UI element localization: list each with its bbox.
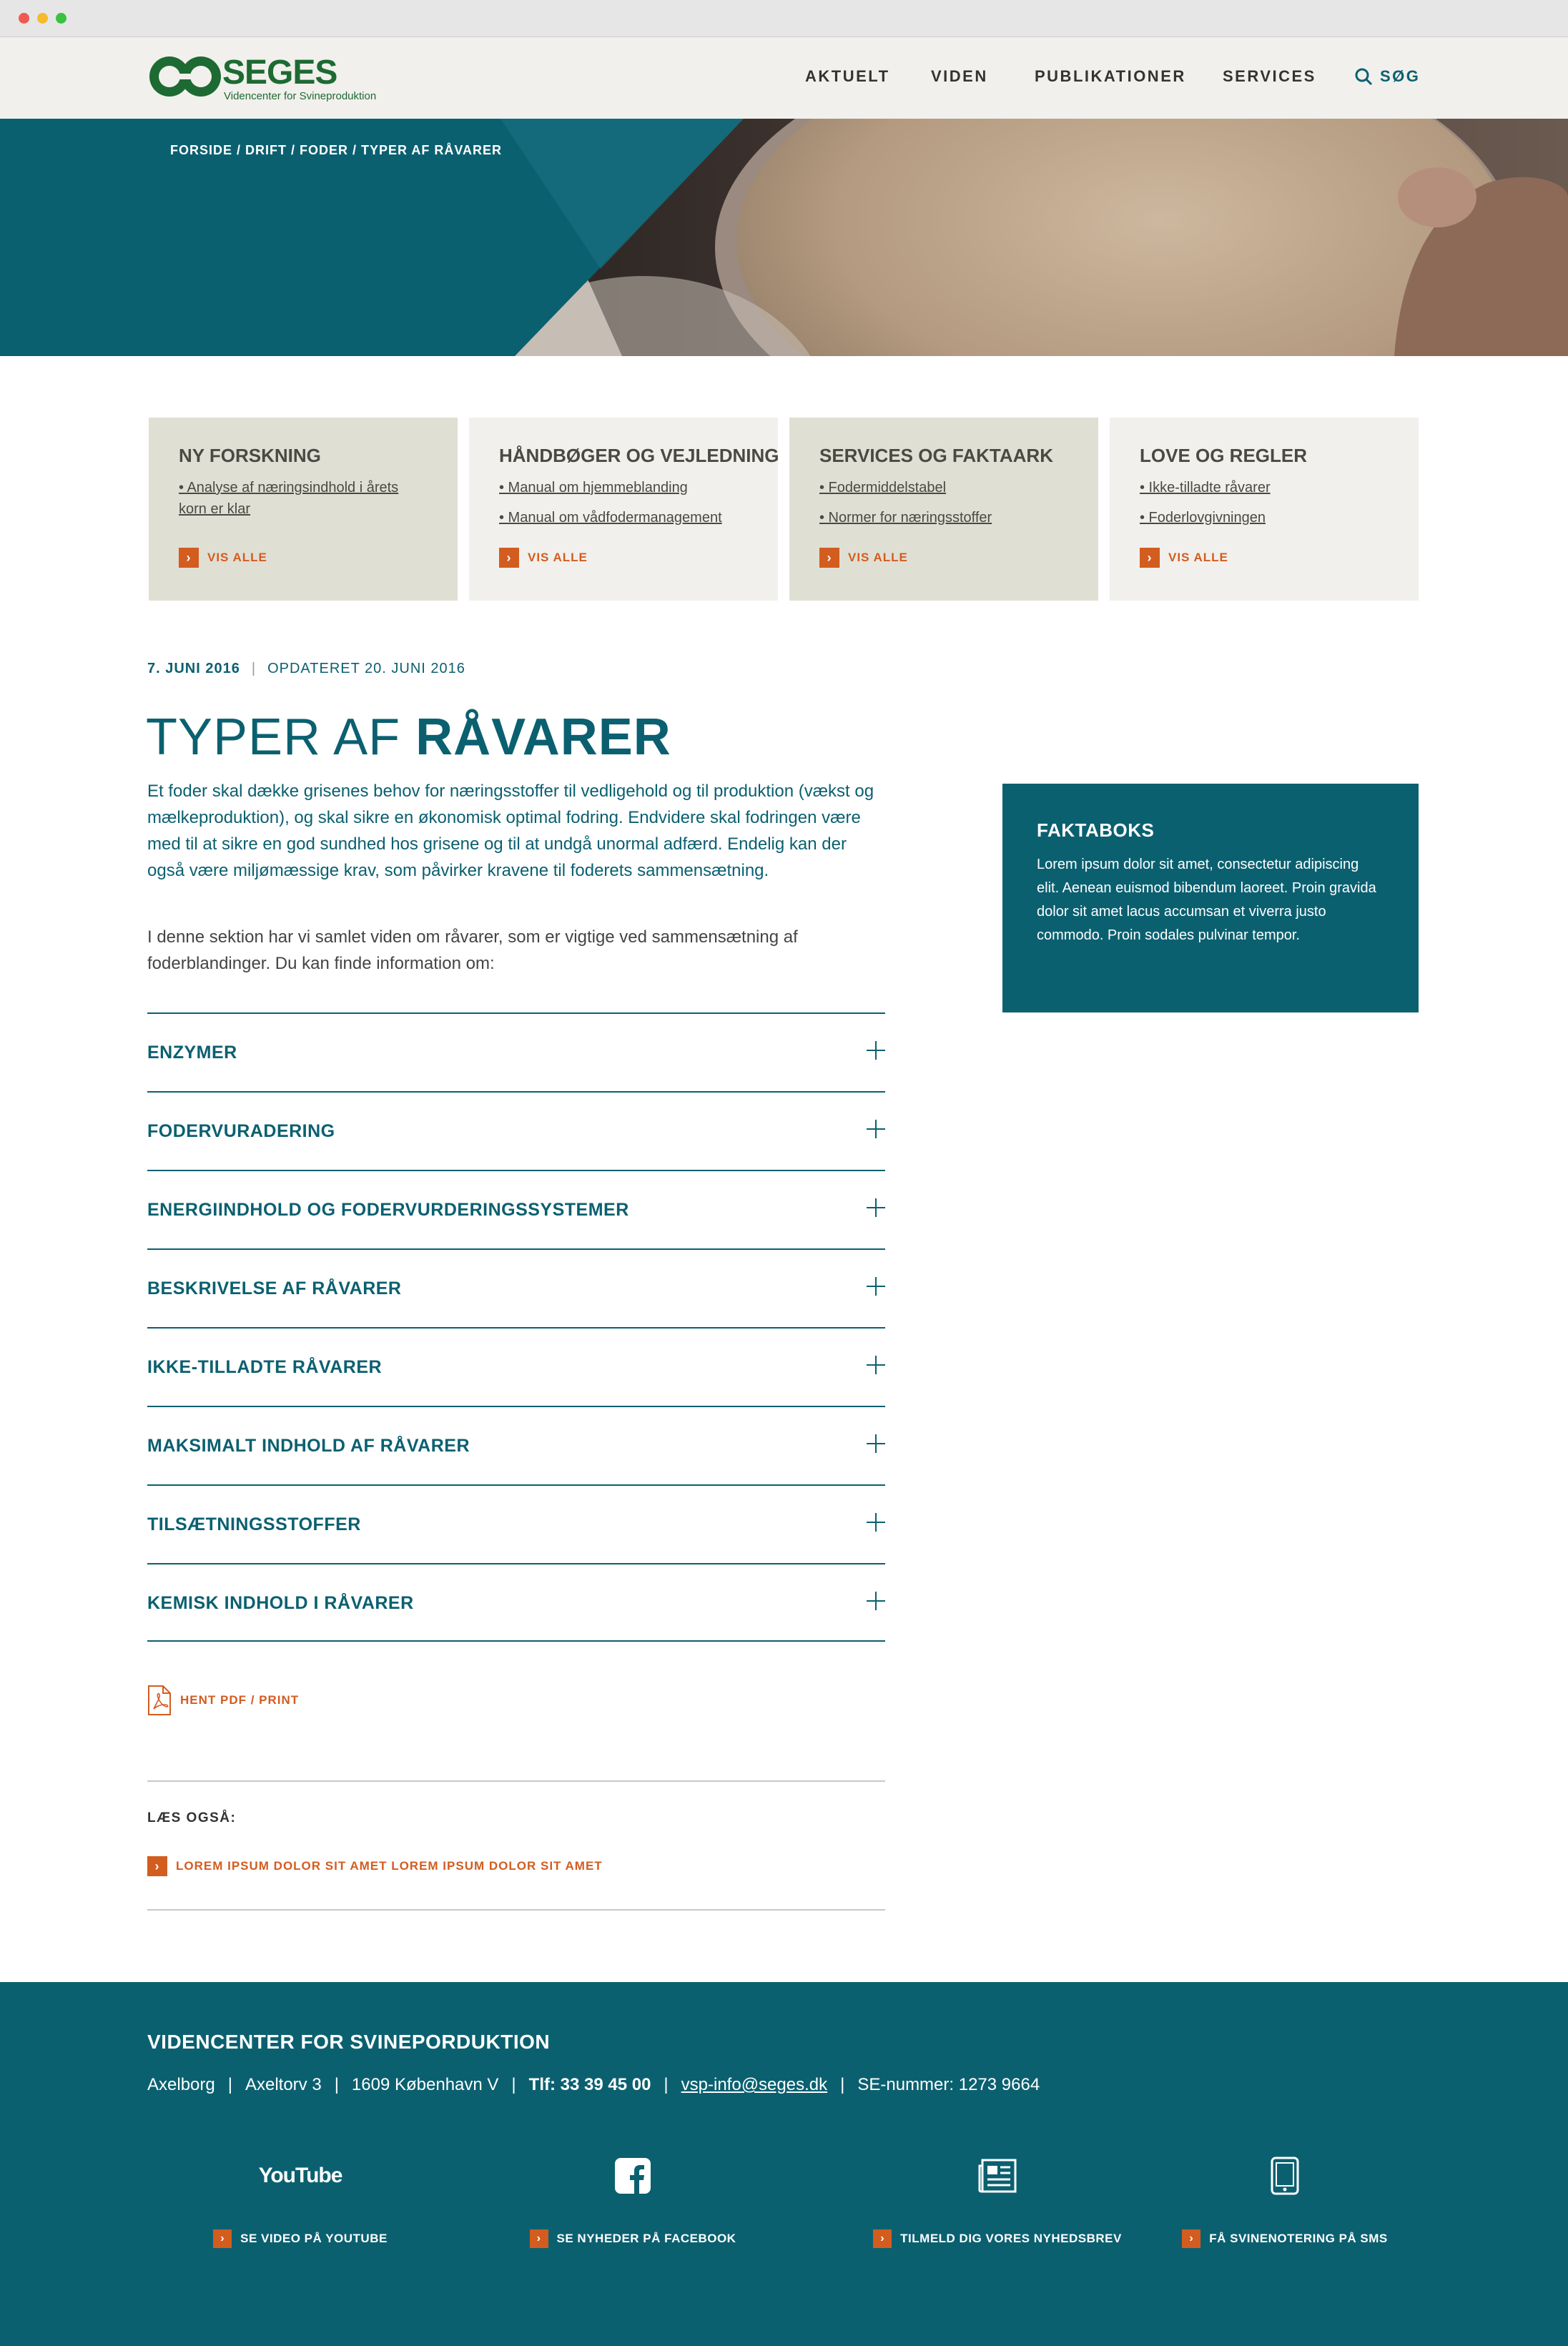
category-link[interactable]: • Foderlovgivningen [1140,510,1266,526]
category-ny-forskning [149,418,458,601]
newsletter-link[interactable]: › TILMELD DIG VORES NYHEDSBREV [873,2229,1122,2248]
nav-aktuelt[interactable]: AKTUELT [805,67,890,85]
publish-date: 7. JUNI 2016 [147,661,240,676]
facebook-icon[interactable] [475,2151,790,2201]
seges-logo[interactable] [148,53,377,103]
plus-icon [867,1277,885,1296]
pdf-print-link[interactable]: HENT PDF / PRINT [147,1685,299,1716]
maximize-window-icon[interactable] [56,13,66,24]
vis-alle-button[interactable]: › VIS ALLE [1140,548,1228,568]
accordion-item-ikke-tilladte[interactable]: IKKE-TILLADTE RÅVARER [147,1327,885,1406]
chevron-right-icon: › [873,2229,892,2248]
category-title: LOVE OG REGLER [1140,445,1308,466]
footer-phone: Tlf: 33 39 45 00 [528,2075,651,2094]
category-link[interactable]: • Analyse af næringsindhold i årets korn er klar [179,480,399,517]
footer-facebook [475,2151,790,2248]
category-link[interactable]: • Manual om vådfodermanagement [499,510,722,526]
plus-icon [867,1592,885,1610]
facebook-link[interactable]: › SE NYHEDER PÅ FACEBOOK [530,2229,736,2248]
article-intro: Et foder skal dække grisenes behov for næringsstoffer til vedligehold og til produktion (vækst og mælkeproduktion), og skal sikre en økonomisk optimal fodring. Endvidere skal fodringen være med til at sikre en god sundhed hos grisene og til at undgå unormal adfærd. Endelig kan der også være miljømæssige krav, som påvirker kravene til foderets sammensætning. [147,782,874,880]
vis-alle-button[interactable]: › VIS ALLE [179,548,267,568]
read-also-title: LÆS OGSÅ: [147,1810,237,1825]
logo-rings-icon [148,53,222,100]
accordion-item-energiindhold[interactable]: ENERGIINDHOLD OG FODERVURDERINGSSYSTEMER [147,1170,885,1248]
page-title: TYPER AF RÅVARER [146,709,671,766]
footer-youtube [143,2151,458,2248]
footer-sms [1128,2151,1442,2248]
footer-se-number: SE-nummer: 1273 9664 [857,2075,1040,2094]
browser-chrome [0,0,1568,37]
pdf-icon [147,1685,172,1716]
faktaboks [1002,784,1419,1012]
chevron-right-icon: › [179,548,199,568]
faktaboks-title: FAKTABOKS [1037,819,1155,841]
plus-icon [867,1356,885,1374]
nav-services[interactable]: SERVICES [1223,67,1316,85]
youtube-link[interactable]: › SE VIDEO PÅ YOUTUBE [213,2229,388,2248]
article-meta [147,661,465,677]
vis-alle-button[interactable]: › VIS ALLE [499,548,588,568]
category-link[interactable]: • Normer for næringsstoffer [819,510,992,526]
accordion-item-tilsaetning[interactable]: TILSÆTNINGSSTOFFER [147,1484,885,1563]
faktaboks-text: Lorem ipsum dolor sit amet, consectetur adipiscing elit. Aenean euismod bibendum laoreet. Proin gravida dolor sit amet lacus accumsan et viverra justo commodo. Proin sodales pulvinar tempor. [1037,857,1376,943]
logo-subtitle: Videncenter for Svineproduktion [224,90,377,102]
footer-address: Axelborg | Axeltorv 3 | 1609 København V | Tlf: 33 39 45 00 | vsp-info@seges.dk | SE-nummer: 1273 9664 [147,2075,1040,2094]
search-label: SØG [1380,67,1421,85]
chevron-right-icon: › [1140,548,1160,568]
sms-link[interactable]: › FÅ SVINENOTERING PÅ SMS [1182,2229,1388,2248]
nav-viden[interactable]: VIDEN [931,67,988,85]
accordion-item-kemisk[interactable]: KEMISK INDHOLD I RÅVARER [147,1563,885,1642]
nav-publikationer[interactable]: PUBLIKATIONER [1035,67,1186,85]
accordion-item-maksimalt[interactable]: MAKSIMALT INDHOLD AF RÅVARER [147,1406,885,1484]
minimize-window-icon[interactable] [37,13,48,24]
plus-icon [867,1434,885,1453]
meta-divider: | [251,661,257,676]
site-footer [0,1982,1568,2346]
search-button[interactable] [1354,67,1420,86]
breadcrumb[interactable]: FORSIDE / DRIFT / FODER / TYPER AF RÅVARER [170,143,503,157]
search-icon [1354,67,1373,86]
chevron-right-icon: › [147,1856,167,1876]
read-also-section [147,1780,885,1911]
hero-banner [0,119,1568,356]
accordion-item-fodervuradering[interactable]: FODERVURADERING [147,1091,885,1170]
article-intro-2: I denne sektion har vi samlet viden om råvarer, som er vigtige ved sammensætning af foderblandinger. Du kan finde information om: [147,927,798,973]
category-link[interactable]: • Fodermiddelstabel [819,480,947,496]
logo-wordmark: SEGES [222,54,337,92]
accordion [147,1012,885,1642]
updated-date: OPDATERET 20. JUNI 2016 [267,661,465,676]
category-title: NY FORSKNING [179,445,321,466]
plus-icon [867,1513,885,1532]
category-handboger [469,418,778,601]
category-love-og-regler [1110,418,1419,601]
chevron-right-icon: › [213,2229,232,2248]
plus-icon [867,1198,885,1217]
chevron-right-icon: › [530,2229,548,2248]
site-header [0,37,1568,119]
phone-icon[interactable] [1128,2151,1442,2201]
category-services [789,418,1098,601]
category-title: HÅNDBØGER OG VEJLEDNING [499,445,779,466]
category-link[interactable]: • Ikke-tilladte råvarer [1140,480,1271,496]
read-also-link[interactable]: › LOREM IPSUM DOLOR SIT AMET LOREM IPSUM DOLOR SIT AMET [147,1856,603,1876]
accordion-item-beskrivelse[interactable]: BESKRIVELSE AF RÅVARER [147,1248,885,1327]
footer-newsletter [840,2151,1155,2248]
footer-email-link[interactable]: vsp-info@seges.dk [681,2075,828,2094]
footer-title: VIDENCENTER FOR SVINEPORDUKTION [147,2031,551,2053]
chevron-right-icon: › [819,548,839,568]
category-link[interactable]: • Manual om hjemmeblanding [499,480,688,496]
accordion-item-enzymer[interactable]: ENZYMER [147,1012,885,1091]
chevron-right-icon: › [499,548,519,568]
newspaper-icon[interactable] [840,2151,1155,2201]
chevron-right-icon: › [1182,2229,1200,2248]
plus-icon [867,1041,885,1060]
plus-icon [867,1120,885,1138]
vis-alle-button[interactable]: › VIS ALLE [819,548,908,568]
youtube-icon[interactable]: YouTube [258,2164,342,2187]
category-title: SERVICES OG FAKTAARK [819,445,1053,466]
close-window-icon[interactable] [19,13,29,24]
